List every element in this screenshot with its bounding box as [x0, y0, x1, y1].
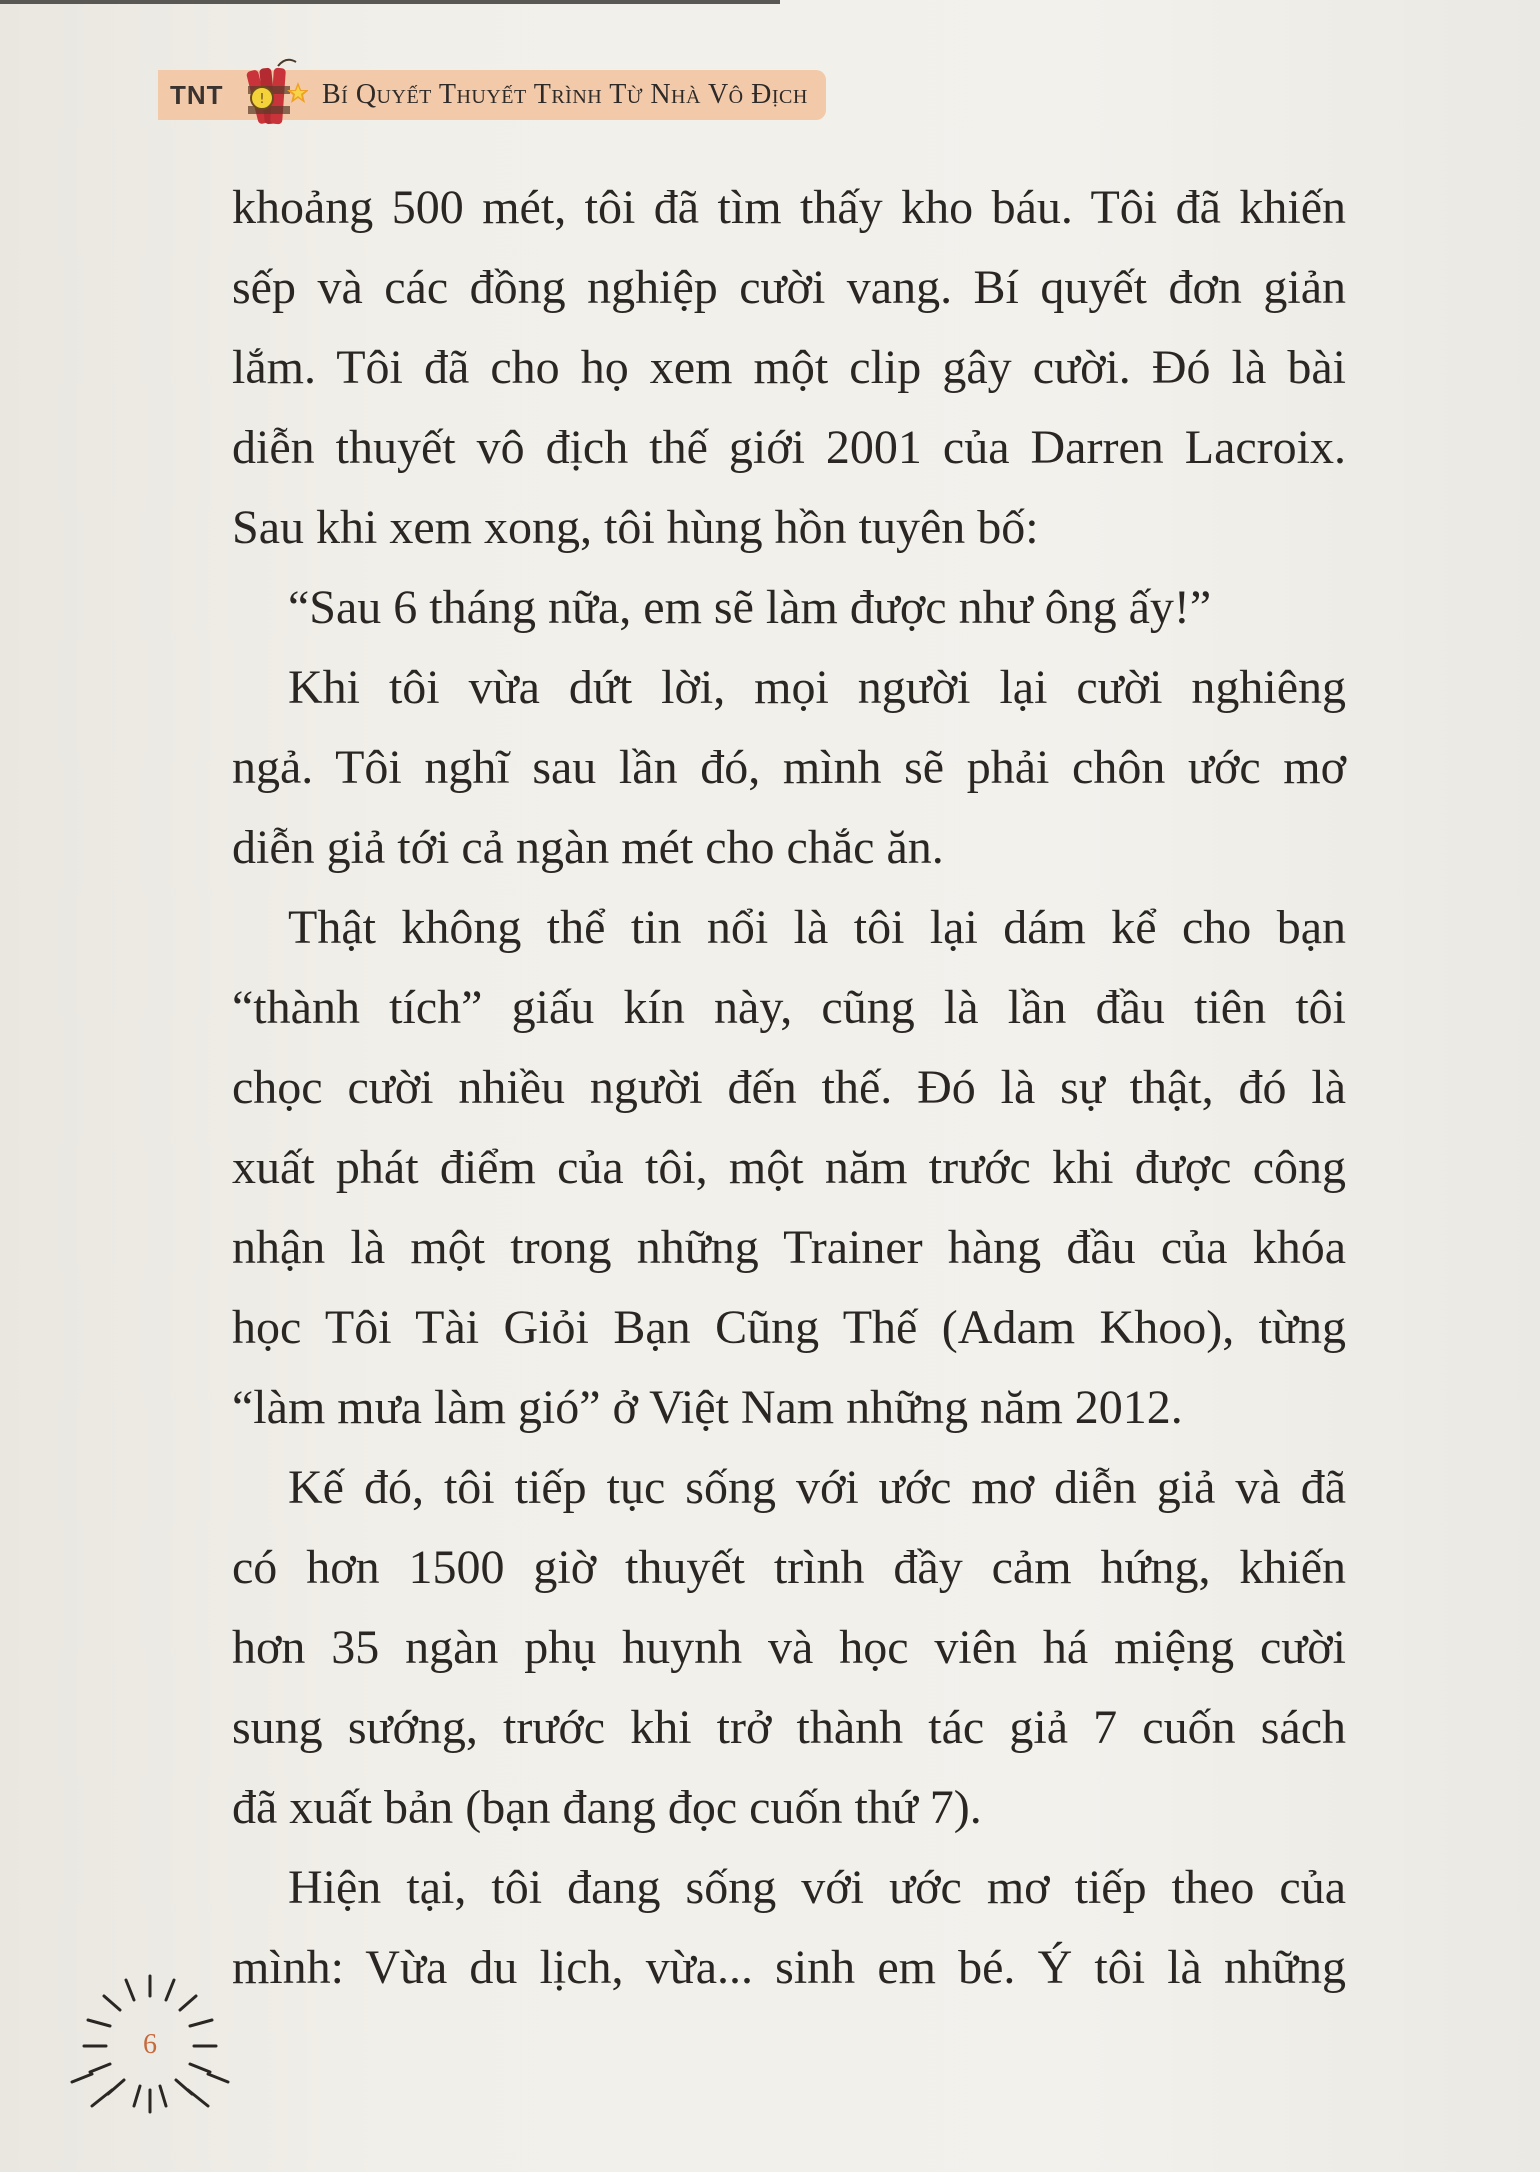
text-line: chọc cười nhiều người đến thế. Đó là sự thật, đó là [232, 1061, 1346, 1114]
text-line: Kế đó, tôi tiếp tục sống với ước mơ diễn giả và đã [288, 1461, 1346, 1514]
text-line: “Sau 6 tháng nữa, em sẽ làm được như ông ấy!” [288, 581, 1212, 634]
book-title: Bí Quyết Thuyết Trình Từ Nhà Vô Địch [322, 79, 808, 110]
text-line: “làm mưa làm gió” ở Việt Nam những năm 2012. [232, 1381, 1183, 1434]
text-line: đã xuất bản (bạn đang đọc cuốn thứ 7). [232, 1781, 982, 1834]
page-number: 6 [143, 2029, 157, 2060]
text-line: diễn giả tới cả ngàn mét cho chắc ăn. [232, 821, 944, 874]
text-line: mình: Vừa du lịch, vừa... sinh em bé. Ý tôi là những [232, 1941, 1346, 1994]
text-line: hơn 35 ngàn phụ huynh và học viên há miệng cười [232, 1621, 1346, 1674]
page-top-edge [0, 0, 780, 4]
text-line: nhận là một trong những Trainer hàng đầu của khóa [232, 1221, 1346, 1274]
svg-text:!: ! [259, 92, 265, 107]
text-line: Khi tôi vừa dứt lời, mọi người lại cười nghiêng [288, 661, 1346, 714]
text-line: có hơn 1500 giờ thuyết trình đầy cảm hứng, khiến [232, 1541, 1346, 1594]
text-line: diễn thuyết vô địch thế giới 2001 của Darren Lacroix. [232, 421, 1346, 474]
text-line: Sau khi xem xong, tôi hùng hồn tuyên bố: [232, 501, 1039, 554]
text-line: khoảng 500 mét, tôi đã tìm thấy kho báu. Tôi đã khiến [232, 181, 1346, 234]
text-line: Hiện tại, tôi đang sống với ước mơ tiếp theo của [288, 1861, 1346, 1914]
text-line: ngả. Tôi nghĩ sau lần đó, mình sẽ phải chôn ước mơ [232, 741, 1346, 794]
text-line: Thật không thể tin nổi là tôi lại dám kể cho bạn [288, 901, 1346, 954]
series-label: TNT [170, 80, 224, 110]
text-line: “thành tích” giấu kín này, cũng là lần đầu tiên tôi [232, 981, 1346, 1034]
text-line: học Tôi Tài Giỏi Bạn Cũng Thế (Adam Khoo), từng [232, 1301, 1346, 1354]
text-line: xuất phát điểm của tôi, một năm trước khi được công [232, 1141, 1346, 1194]
text-line: lắm. Tôi đã cho họ xem một clip gây cười. Đó là bài [232, 341, 1346, 394]
text-line: sếp và các đồng nghiệp cười vang. Bí quyết đơn giản [232, 261, 1346, 314]
body-text [232, 168, 1346, 2008]
dynamite-logo-icon [240, 56, 308, 136]
text-line: sung sướng, trước khi trở thành tác giả 7 cuốn sách [232, 1701, 1346, 1754]
